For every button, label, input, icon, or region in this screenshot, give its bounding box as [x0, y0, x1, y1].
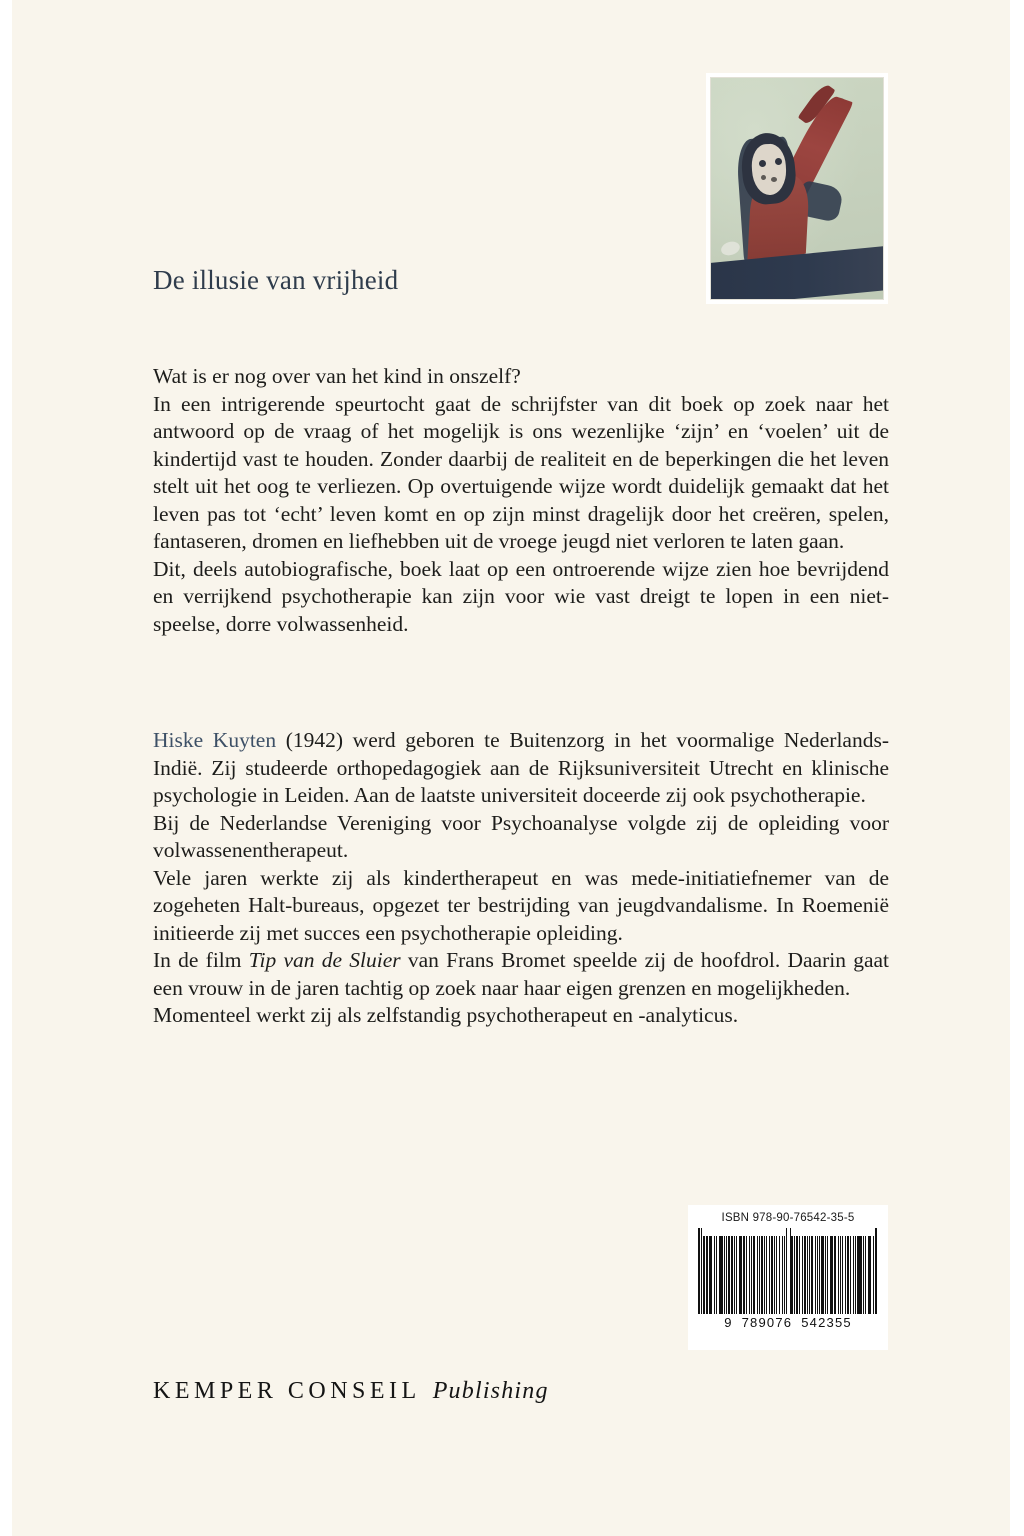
- barcode-digit-group-1: 9: [724, 1315, 733, 1330]
- publisher-suffix: Publishing: [432, 1378, 549, 1404]
- bio-paragraph-1: [153, 727, 889, 810]
- bio-intro-rest: (1942) werd geboren te Buitenzorg in het voormalige Nederlands-Indië. Zij studeerde orthopedagogiek aan de Rijksuniversiteit Utrecht en klinische psychologie in Leiden. Aan de laatste universiteit doceerde zij ook psychotherapie.: [153, 728, 889, 807]
- barcode-digit-group-3: 542355: [801, 1315, 852, 1330]
- artwork-figure-eye-right: [775, 158, 782, 165]
- blurb-text: [153, 363, 889, 638]
- bio-paragraph-4: [153, 947, 889, 1002]
- film-prefix: In de film: [153, 948, 249, 972]
- barcode-bars: [698, 1228, 878, 1314]
- artwork-figure-eye-left: [759, 160, 766, 167]
- isbn-barcode-block: [688, 1205, 888, 1350]
- book-title: De illusie van vrijheid: [153, 265, 399, 295]
- film-suffix: van Frans Bromet speelde zij de hoofdrol. Daarin gaat een vrouw in de jaren tachtig op zoek naar haar eigen grenzen en mogelijkheden.: [153, 948, 889, 1000]
- film-title: Tip van de Sluier: [248, 948, 401, 972]
- author-bio: [153, 727, 889, 1030]
- cover-artwork-thumbnail: [706, 73, 888, 304]
- blurb-line-3: Dit, deels autobiografische, boek laat op een ontroerende wijze zien hoe bevrijdend en verrijkend psychotherapie kan zijn voor wie vast dreigt te lopen in een niet-speelse, dorre volwassenheid.: [153, 556, 889, 636]
- publisher-logo: [153, 1378, 549, 1405]
- barcode-bar: [877, 1228, 878, 1314]
- bio-paragraph-2: Bij de Nederlandse Vereniging voor Psychoanalyse volgde zij de opleiding voor volwassenentherapeut.: [153, 810, 889, 862]
- book-back-cover: [12, 0, 1010, 1536]
- blurb-line-2: In een intrigerende speurtocht gaat de schrijfster van dit boek op zoek naar het antwoord op de vraag of het mogelijk is ons wezenlijke ‘zijn’ en ‘voelen’ uit de kindertijd vast te houden. Zonder daarbij de realiteit en de beperkingen die het leven stelt uit het oog te verliezen. Op overtuigende wijze wordt duidelijk gemaakt dat het leven pas tot ‘echt’ leven komt en op zijn minst dragelijk door het creëren, spelen, fantaseren, dromen en liefhebben uit de vroege jeugd niet verloren te laten gaan.: [153, 391, 889, 553]
- blurb-line-1: Wat is er nog over van het kind in onszelf?: [153, 364, 521, 388]
- author-name: Hiske Kuyten: [153, 728, 277, 752]
- barcode-digit-group-2: 789076: [741, 1315, 793, 1330]
- bio-paragraph-5: Momenteel werkt zij als zelfstandig psychotherapeut en -analyticus.: [153, 1003, 739, 1027]
- publisher-name: KEMPER CONSEIL: [153, 1378, 421, 1404]
- artwork-canvas: [710, 77, 884, 300]
- isbn-label: ISBN 978-90-76542-35-5: [721, 1212, 855, 1224]
- barcode-digits: [698, 1315, 878, 1330]
- bio-paragraph-3: Vele jaren werkte zij als kindertherapeut en was mede-initiatiefnemer van de zogeheten Halt-bureaus, opgezet ter bestrijding van jeugdvandalisme. In Roemenië initieerde zij met succes een psychotherapie opleiding.: [153, 865, 889, 945]
